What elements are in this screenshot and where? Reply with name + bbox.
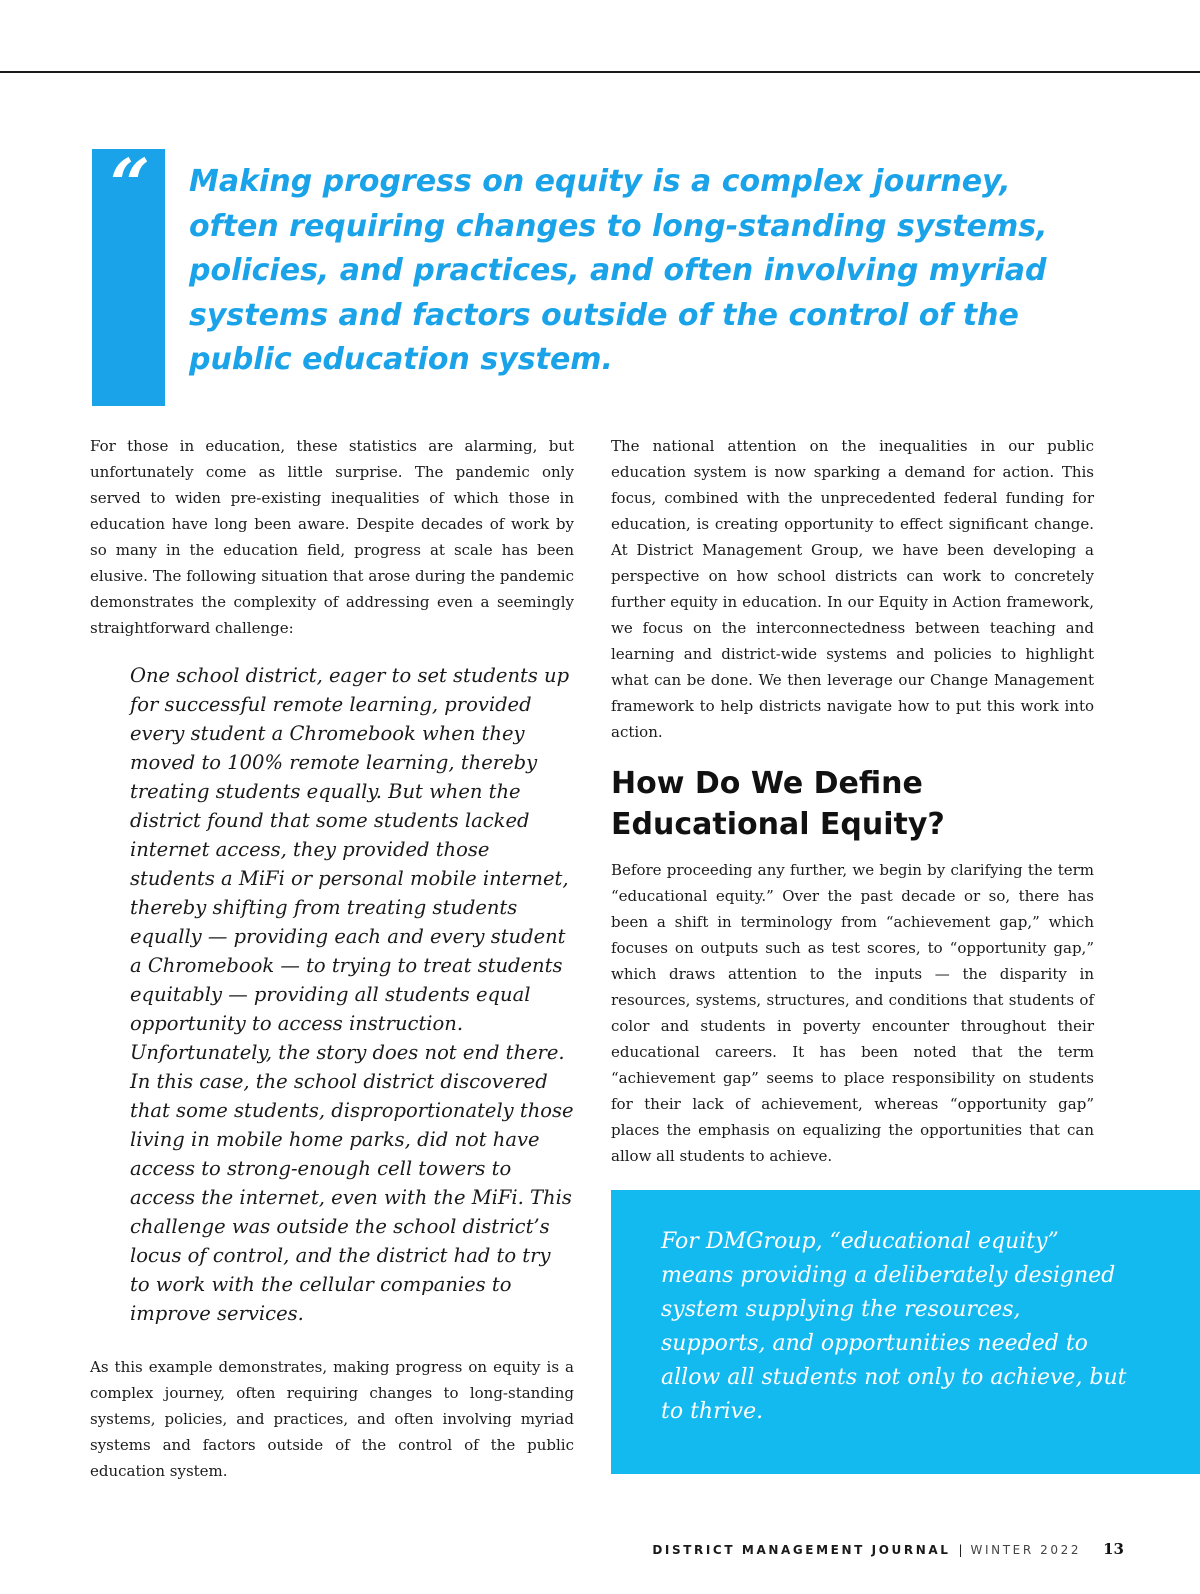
page-number: 13 [1103, 1540, 1124, 1558]
footer-separator: | [958, 1543, 963, 1557]
example-quote: One school district, eager to set students up for successful remote learning, provided every student a Chromebook when they moved to 100% remote learning, thereby treating students equally. But when the district found that some students lacked internet access, they provided those students a MiFi or personal mobile internet, thereby shifting from treating students equally — providing each and every student a Chromebook — to trying to treat students equitably — providing all students equal opportunity to access instruction. Unfortunately, the story does not end there. In this case, the school district discovered that some students, disproportionately those living in mobile home parks, did not have access to strong-enough cell towers to access the internet, even with the MiFi. This challenge was outside the school district’s locus of control, and the district had to try to work with the cellular companies to improve services. [130, 664, 574, 1325]
footer-issue: WINTER 2022 [970, 1543, 1082, 1557]
definition-callout-text: For DMGroup, “educational equity” means providing a deliberately designed system supplying the resources, supports, and opportunities needed to allow all students not only to achieve, but to thrive. [661, 1229, 1127, 1424]
national-attention-paragraph: The national attention on the inequalities in our public education system is now sparking a demand for action. This focus, combined with the unprecedented federal funding for education, is creating opportunity to effect significant change. At District Management Group, we have been developing a perspective on how school districts can work to concretely further equity in education. In our Equity in Action framework, we focus on the interconnectedness between teaching and learning and district-wide systems and policies to highlight what can be done. We then leverage our Change Management framework to help districts navigate how to put this work into action. [611, 437, 1094, 741]
intro-paragraph: For those in education, these statistics are alarming, but unfortunately come as little surprise. The pandemic only served to widen pre-existing inequalities of which those in education have long been aware. Despite decades of work by so many in the education field, progress at scale has been elusive. The following situation that arose during the pandemic demonstrates the complexity of addressing even a seemingly straightforward challenge: [90, 437, 574, 637]
top-rule [0, 71, 1200, 73]
definition-paragraph: Before proceeding any further, we begin by clarifying the term “educational equity.” Over the past decade or so, there has been a shift in terminology from “achievement gap,” which focuses on outputs such as test scores, to “opportunity gap,” which draws attention to the inputs — the disparity in resources, systems, structures, and conditions that students of color and students in poverty encounter throughout their educational careers. It has been noted that the term “achievement gap” seems to place responsibility on students for their lack of achievement, whereas “opportunity gap” places the emphasis on equalizing the opportunities that can allow all students to achieve. [611, 861, 1094, 1165]
definition-callout [611, 1190, 1200, 1474]
quotation-mark-icon: “ [109, 143, 151, 226]
pull-quote: Making progress on equity is a complex journey, often requiring changes to long-standing systems, policies, and practices, and often involving myriad systems and factors outside of the control of the public education system. [189, 164, 1048, 377]
page-footer [652, 1540, 1124, 1558]
left-column [90, 433, 574, 1484]
conclusion-paragraph: As this example demonstrates, making progress on equity is a complex journey, often requiring changes to long-standing systems, policies, and practices, and often involving myriad systems and factors outside of the control of the public education system. [90, 1358, 574, 1480]
footer-journal-name: DISTRICT MANAGEMENT JOURNAL [652, 1543, 951, 1557]
right-column [611, 433, 1094, 1169]
section-heading: How Do We Define Educational Equity? [611, 766, 945, 842]
